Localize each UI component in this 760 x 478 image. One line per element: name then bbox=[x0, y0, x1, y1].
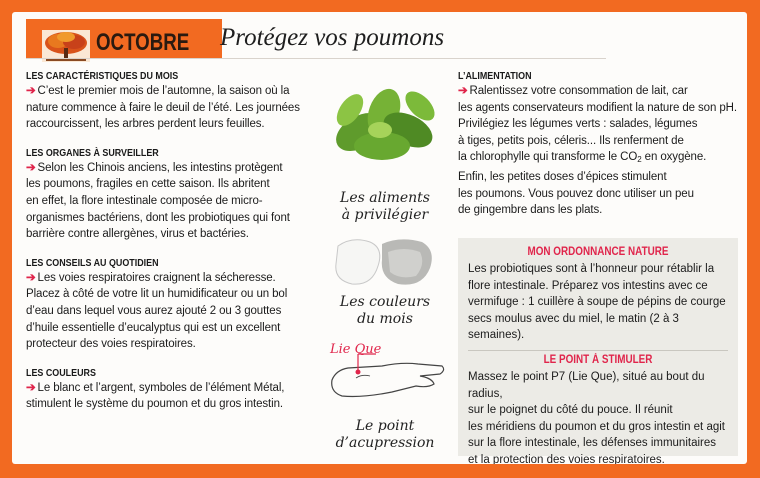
point-heading: LE POINT À STIMULER bbox=[543, 353, 653, 366]
section-organes bbox=[26, 147, 326, 243]
ordonnance-text bbox=[458, 261, 738, 344]
text-line: ➔ C’est le premier mois de l’automne, la saison où la bbox=[26, 85, 290, 97]
text-line: les agents conservateurs modifient la nature de son pH. bbox=[458, 101, 737, 114]
text-line: Placez à côté de votre lit un humidificateur ou un bol bbox=[26, 288, 288, 301]
text-line: ➔ Les voies respiratoires craignent la sécheresse. bbox=[26, 271, 276, 284]
text-line: les méridiens du poumon et du gros intestin et agit bbox=[468, 420, 725, 433]
text-line: nature commence à faire le deuil de l’été. Les journées bbox=[26, 101, 300, 114]
arrow-icon: ➔ bbox=[26, 271, 36, 284]
section-heading: LES ORGANES À SURVEILLER bbox=[26, 146, 159, 159]
color-swatches-illustration bbox=[330, 234, 440, 292]
text-line: secs moulus avec du miel, le matin (2 à 3 semaines). bbox=[468, 312, 679, 342]
text-line: organismes bactériens, dont les probiotiques qui font bbox=[26, 211, 290, 224]
text-line: Privilégiez les légumes verts : salades, légumes bbox=[458, 118, 698, 131]
text-line: barrière contre allergènes, virus et bactéries. bbox=[26, 228, 249, 241]
section-heading: LES CONSEILS AU QUOTIDIEN bbox=[26, 256, 159, 269]
divider bbox=[468, 350, 728, 351]
text-line: ➔ Ralentissez votre consommation de lait, car bbox=[458, 85, 688, 97]
month-tab bbox=[26, 19, 222, 59]
section-caracteristiques bbox=[26, 70, 326, 133]
text-line: d’huile essentielle d’eucalyptus qui est un excellent bbox=[26, 321, 281, 334]
text-line: raccourcissent, les arbres perdent leurs feuilles. bbox=[26, 118, 265, 131]
page-title: Protégez vos poumons bbox=[220, 24, 445, 51]
text-line: protecteur des voies respiratoires. bbox=[26, 338, 196, 351]
text-line: ➔ Selon les Chinois anciens, les intestins protègent bbox=[26, 161, 283, 174]
text-line: de gingembre dans les plats. bbox=[458, 204, 603, 217]
section-heading: LES CARACTÉRISTIQUES DU MOIS bbox=[26, 70, 179, 82]
section-text bbox=[26, 270, 326, 353]
section-couleurs bbox=[26, 367, 326, 413]
point-text bbox=[458, 369, 738, 464]
text-line: et la protection des voies respiratoires. bbox=[468, 453, 665, 464]
section-conseils bbox=[26, 257, 326, 353]
arrow-icon: ➔ bbox=[26, 85, 36, 97]
text-line: en effet, la flore intestinale composée de micro- bbox=[26, 194, 263, 207]
section-text bbox=[458, 83, 738, 219]
caption-couleurs: Les couleurs du mois bbox=[339, 294, 431, 327]
section-text bbox=[26, 83, 326, 133]
lie-que-label: Lie Que bbox=[330, 342, 382, 357]
arrow-icon: ➔ bbox=[26, 161, 36, 174]
section-heading: LES COULEURS bbox=[26, 366, 96, 379]
text-line: vermifuge : 1 cuillère à soupe de pépins de courge bbox=[468, 296, 726, 309]
section-heading: L’ALIMENTATION bbox=[458, 70, 532, 82]
caption-point: Le point d’acupression bbox=[335, 418, 435, 451]
info-box bbox=[458, 238, 738, 464]
text-line: flore intestinale. Préparez vos intestins avec ce bbox=[468, 279, 708, 292]
text-line: à tiges, petits pois, céleris... Ils renferment de bbox=[458, 134, 684, 147]
text-line: d’eau dans lequel vous aurez ajouté 2 ou 3 gouttes bbox=[26, 304, 282, 317]
caption-aliments: Les aliments à privilégier bbox=[340, 190, 430, 223]
text-line: Enfin, les petites doses d’épices stimulent bbox=[458, 170, 667, 183]
text-line: les poumons, fragiles en cette saison. Ils abritent bbox=[26, 178, 270, 191]
divider bbox=[26, 58, 606, 59]
text-line: les poumons. Vous pouvez donc utiliser un peu bbox=[458, 187, 694, 200]
text-line: stimulent le système du poumon et du gros intestin. bbox=[26, 398, 283, 411]
text-line: ➔ Le blanc et l’argent, symboles de l’élément Métal, bbox=[26, 381, 285, 394]
arrow-icon: ➔ bbox=[26, 381, 36, 394]
ordonnance-heading: MON ORDONNANCE NATURE bbox=[527, 246, 669, 258]
section-text bbox=[26, 160, 326, 243]
salad-leaves-illustration bbox=[320, 70, 448, 180]
text-line: Les probiotiques sont à l’honneur pour rétablir la bbox=[468, 263, 715, 275]
article-page bbox=[12, 12, 747, 464]
month-label: OCTOBRE bbox=[96, 29, 190, 56]
text-line: Massez le point P7 (Lie Que), situé au bout du radius, bbox=[468, 370, 705, 400]
left-column bbox=[26, 70, 326, 427]
text-line: la chlorophylle qui transforme le $CO_2$ en oxygène. bbox=[458, 151, 707, 165]
text-line: sur le poignet du côté du pouce. Il réunit bbox=[468, 404, 673, 417]
text-line: sur la flore intestinale, les défenses immunitaires bbox=[468, 437, 717, 450]
arrow-icon: ➔ bbox=[458, 85, 468, 97]
right-column bbox=[458, 70, 738, 219]
section-text bbox=[26, 380, 326, 413]
